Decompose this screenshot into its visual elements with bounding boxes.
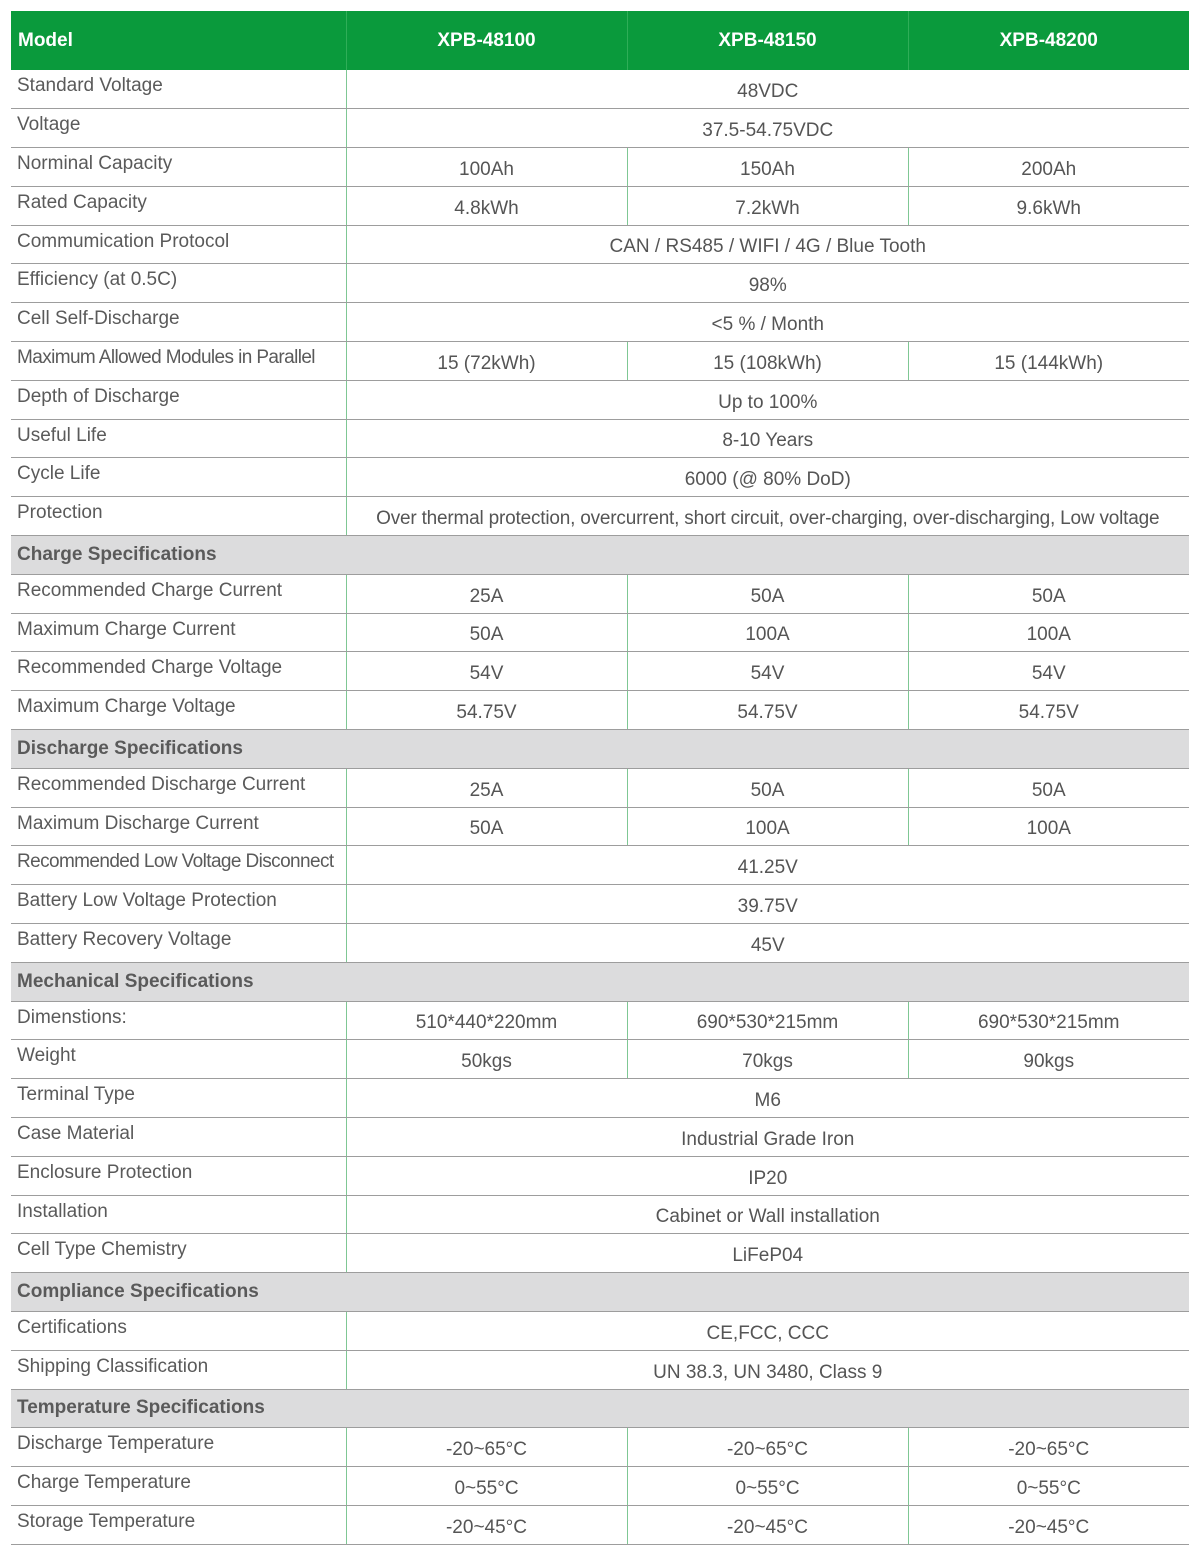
spec-value: 98% <box>346 264 1189 303</box>
table-row <box>11 186 1189 225</box>
spec-value: CAN / RS485 / WIFI / 4G / Blue Tooth <box>346 225 1189 264</box>
spec-label: Dimenstions: <box>11 1001 346 1040</box>
spec-value-model-3: 54V <box>908 652 1189 691</box>
table-row <box>11 70 1189 109</box>
spec-value: 39.75V <box>346 885 1189 924</box>
table-row <box>11 574 1189 613</box>
table-row <box>11 846 1189 885</box>
table-header <box>11 11 1189 70</box>
spec-value-model-3: 9.6kWh <box>908 186 1189 225</box>
table-row <box>11 1040 1189 1079</box>
spec-value-model-3: 690*530*215mm <box>908 1001 1189 1040</box>
spec-value-model-1: 50A <box>346 807 627 846</box>
header-model-2: XPB-48150 <box>627 11 908 70</box>
spec-value-model-1: -20~65°C <box>346 1428 627 1467</box>
table-row <box>11 1001 1189 1040</box>
table-row <box>11 1350 1189 1389</box>
spec-label: Recommended Charge Current <box>11 574 346 613</box>
spec-value-model-2: 15 (108kWh) <box>627 342 908 381</box>
spec-value-model-2: 54.75V <box>627 691 908 730</box>
section-title: Mechanical Specifications <box>11 962 1189 1001</box>
spec-label: Recommended Discharge Current <box>11 768 346 807</box>
table-row <box>11 419 1189 458</box>
spec-value: Over thermal protection, overcurrent, short circuit, over-charging, over-discharging, Low voltage <box>346 497 1189 536</box>
table-row <box>11 303 1189 342</box>
spec-value: 41.25V <box>346 846 1189 885</box>
spec-label: Weight <box>11 1040 346 1079</box>
table-row <box>11 1079 1189 1118</box>
spec-label: Certifications <box>11 1312 346 1351</box>
spec-label: Protection <box>11 497 346 536</box>
spec-value: 37.5-54.75VDC <box>346 109 1189 148</box>
table-row <box>11 1428 1189 1467</box>
spec-label: Standard Voltage <box>11 70 346 109</box>
spec-value-model-2: 7.2kWh <box>627 186 908 225</box>
table-row <box>11 109 1189 148</box>
section-title: Charge Specifications <box>11 536 1189 575</box>
spec-value-model-1: 25A <box>346 574 627 613</box>
table-row <box>11 1156 1189 1195</box>
spec-value-model-2: 100A <box>627 613 908 652</box>
section-title: Temperature Specifications <box>11 1389 1189 1428</box>
spec-label: Storage Temperature <box>11 1505 346 1544</box>
spec-value-model-1: 15 (72kWh) <box>346 342 627 381</box>
spec-label: Commumication Protocol <box>11 225 346 264</box>
table-row <box>11 1234 1189 1273</box>
spec-value: Cabinet or Wall installation <box>346 1195 1189 1234</box>
section-row <box>11 1389 1189 1428</box>
spec-value: UN 38.3, UN 3480, Class 9 <box>346 1350 1189 1389</box>
spec-label: Shipping Classification <box>11 1350 346 1389</box>
spec-label: Maximum Discharge Current <box>11 807 346 846</box>
spec-value: IP20 <box>346 1156 1189 1195</box>
spec-label: Rated Capacity <box>11 186 346 225</box>
spec-label: Case Material <box>11 1118 346 1157</box>
spec-label: Efficiency (at 0.5C) <box>11 264 346 303</box>
spec-value-model-3: 100A <box>908 807 1189 846</box>
spec-value-model-1: 54.75V <box>346 691 627 730</box>
spec-value-model-1: 4.8kWh <box>346 186 627 225</box>
section-title: Discharge Specifications <box>11 730 1189 769</box>
table-body <box>11 70 1189 1544</box>
header-label: Model <box>11 11 346 70</box>
spec-label: Battery Recovery Voltage <box>11 924 346 963</box>
spec-value-model-1: 510*440*220mm <box>346 1001 627 1040</box>
table-row <box>11 768 1189 807</box>
spec-label: Enclosure Protection <box>11 1156 346 1195</box>
table-row <box>11 264 1189 303</box>
spec-value: 48VDC <box>346 70 1189 109</box>
spec-value-model-1: 0~55°C <box>346 1467 627 1506</box>
spec-value-model-2: 54V <box>627 652 908 691</box>
table-row <box>11 1195 1189 1234</box>
spec-value-model-2: -20~65°C <box>627 1428 908 1467</box>
spec-label: Recommended Low Voltage Disconnect <box>11 846 346 885</box>
table-row <box>11 1118 1189 1157</box>
spec-value-model-2: 690*530*215mm <box>627 1001 908 1040</box>
spec-value-model-3: -20~65°C <box>908 1428 1189 1467</box>
table-row <box>11 691 1189 730</box>
header-model-3: XPB-48200 <box>908 11 1189 70</box>
section-title: Compliance Specifications <box>11 1273 1189 1312</box>
spec-value-model-3: 54.75V <box>908 691 1189 730</box>
spec-value-model-3: 100A <box>908 613 1189 652</box>
spec-value-model-2: 150Ah <box>627 148 908 187</box>
header-model-1: XPB-48100 <box>346 11 627 70</box>
spec-value: Industrial Grade Iron <box>346 1118 1189 1157</box>
spec-value: M6 <box>346 1079 1189 1118</box>
spec-value-model-2: 70kgs <box>627 1040 908 1079</box>
table-row <box>11 497 1189 536</box>
section-row <box>11 962 1189 1001</box>
spec-label: Maximum Charge Voltage <box>11 691 346 730</box>
spec-label: Cell Type Chemistry <box>11 1234 346 1273</box>
spec-value-model-3: 90kgs <box>908 1040 1189 1079</box>
spec-label: Battery Low Voltage Protection <box>11 885 346 924</box>
table-row <box>11 342 1189 381</box>
spec-value-model-3: 15 (144kWh) <box>908 342 1189 381</box>
table-row <box>11 1505 1189 1544</box>
table-row <box>11 885 1189 924</box>
spec-value: 45V <box>346 924 1189 963</box>
table-row <box>11 1312 1189 1351</box>
spec-value-model-3: 200Ah <box>908 148 1189 187</box>
table-row <box>11 652 1189 691</box>
table-row <box>11 924 1189 963</box>
header-row <box>11 11 1189 70</box>
spec-label: Cycle Life <box>11 458 346 497</box>
section-row <box>11 1273 1189 1312</box>
spec-value-model-1: 50kgs <box>346 1040 627 1079</box>
spec-value-model-1: 100Ah <box>346 148 627 187</box>
spec-value-model-3: 0~55°C <box>908 1467 1189 1506</box>
spec-label: Charge Temperature <box>11 1467 346 1506</box>
table-row <box>11 458 1189 497</box>
section-row <box>11 730 1189 769</box>
spec-label: Installation <box>11 1195 346 1234</box>
spec-label: Discharge Temperature <box>11 1428 346 1467</box>
spec-value-model-1: 25A <box>346 768 627 807</box>
spec-value-model-3: 50A <box>908 574 1189 613</box>
section-row <box>11 536 1189 575</box>
spec-value-model-3: -20~45°C <box>908 1505 1189 1544</box>
spec-value-model-2: 50A <box>627 574 908 613</box>
spec-label: Terminal Type <box>11 1079 346 1118</box>
spec-label: Norminal Capacity <box>11 148 346 187</box>
table-row <box>11 807 1189 846</box>
spec-label: Cell Self-Discharge <box>11 303 346 342</box>
spec-value-model-2: 100A <box>627 807 908 846</box>
table-row <box>11 148 1189 187</box>
spec-label: Maximum Allowed Modules in Parallel <box>11 342 346 381</box>
spec-value: CE,FCC, CCC <box>346 1312 1189 1351</box>
table-row <box>11 380 1189 419</box>
spec-value-model-2: 0~55°C <box>627 1467 908 1506</box>
spec-value-model-2: -20~45°C <box>627 1505 908 1544</box>
spec-label: Depth of Discharge <box>11 380 346 419</box>
table-row <box>11 225 1189 264</box>
spec-value-model-1: 54V <box>346 652 627 691</box>
spec-table <box>11 11 1189 1545</box>
spec-value-model-1: -20~45°C <box>346 1505 627 1544</box>
spec-value: <5 % / Month <box>346 303 1189 342</box>
spec-value: 6000 (@ 80% DoD) <box>346 458 1189 497</box>
spec-label: Maximum Charge Current <box>11 613 346 652</box>
spec-value: Up to 100% <box>346 380 1189 419</box>
spec-value-model-2: 50A <box>627 768 908 807</box>
spec-value: 8-10 Years <box>346 419 1189 458</box>
spec-label: Recommended Charge Voltage <box>11 652 346 691</box>
spec-value-model-3: 50A <box>908 768 1189 807</box>
spec-label: Voltage <box>11 109 346 148</box>
table-row <box>11 613 1189 652</box>
table-row <box>11 1467 1189 1506</box>
spec-value-model-1: 50A <box>346 613 627 652</box>
spec-value: LiFeP04 <box>346 1234 1189 1273</box>
spec-label: Useful Life <box>11 419 346 458</box>
